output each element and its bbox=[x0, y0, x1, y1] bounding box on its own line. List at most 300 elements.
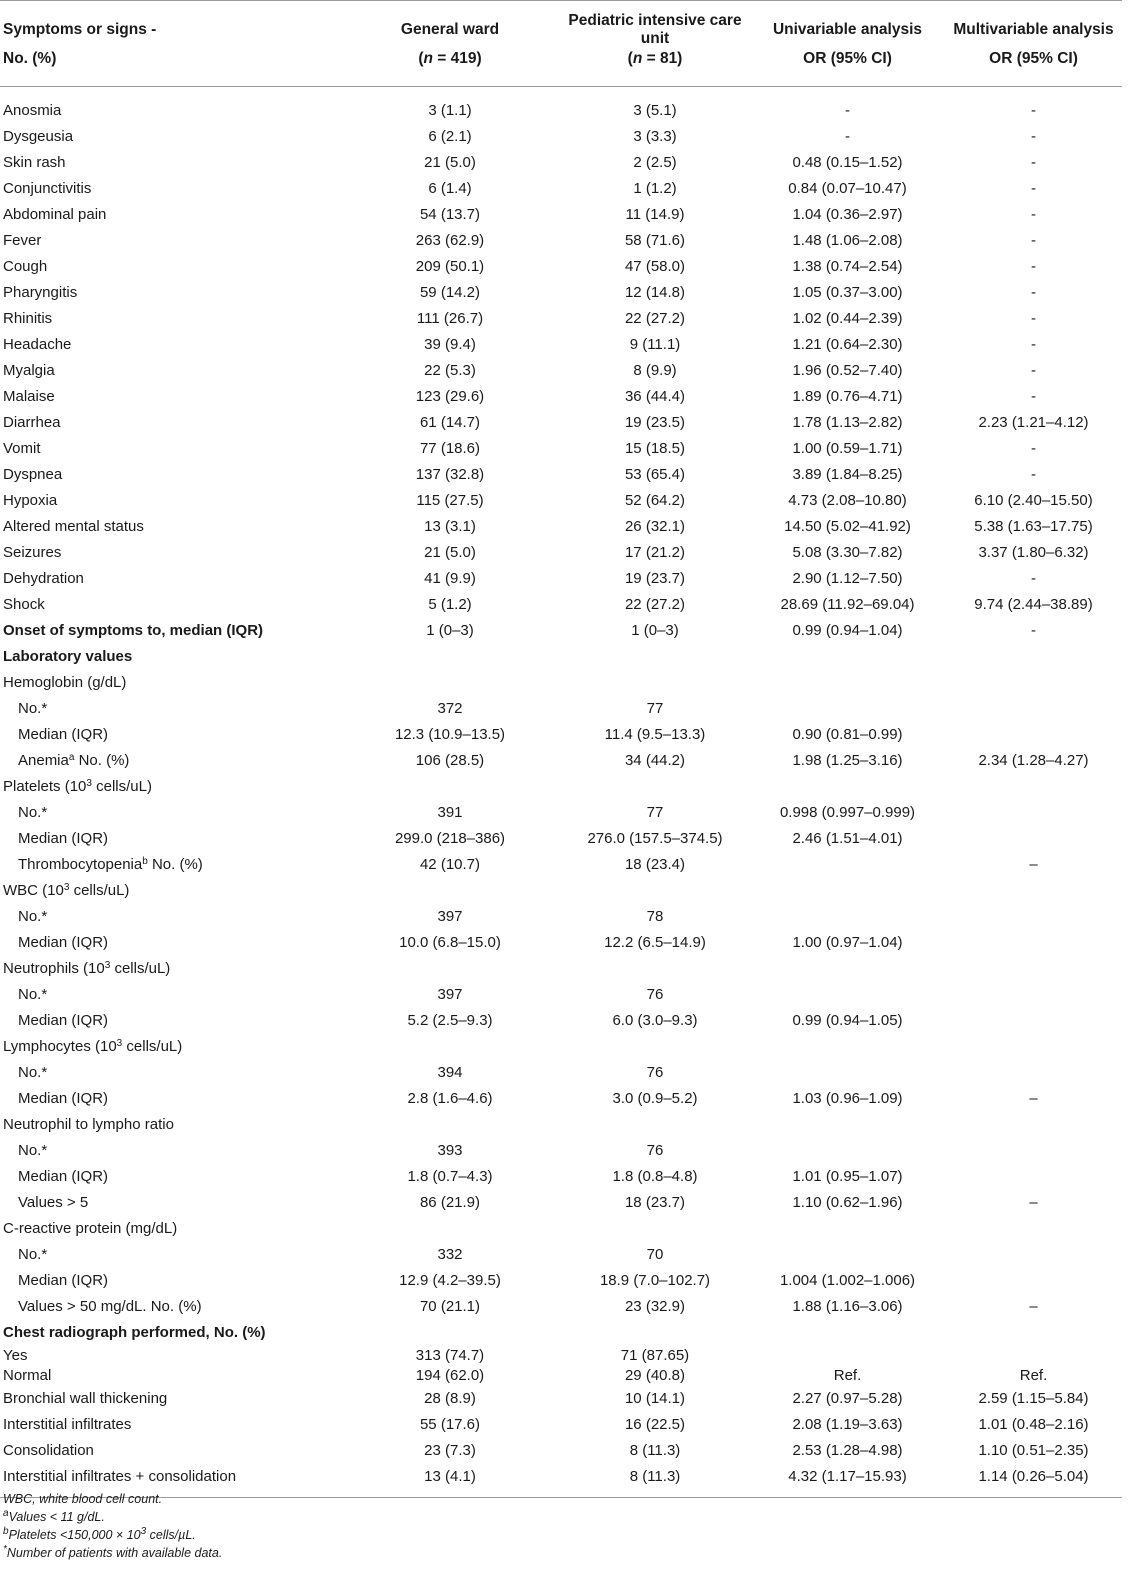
general-ward-value: 1.8 (0.7–4.3) bbox=[407, 1167, 493, 1185]
general-ward-value: 106 (28.5) bbox=[415, 751, 485, 769]
general-ward-value bbox=[340, 877, 560, 903]
multivariable-or: - bbox=[1031, 127, 1036, 145]
header-col3-sub: (n = 81) bbox=[560, 48, 750, 87]
row-label: Rhinitis bbox=[3, 309, 53, 327]
row-label: WBC ($10^3$ cells/uL) bbox=[3, 881, 130, 899]
row-label: Cough bbox=[3, 257, 48, 275]
row-label: Chest radiograph performed, No. (%) bbox=[3, 1323, 266, 1341]
univariable-or: 1.89 (0.76–4.71) bbox=[792, 387, 903, 405]
picu-value: 76 bbox=[646, 985, 664, 1003]
general-ward-value: 393 bbox=[437, 1141, 463, 1159]
row-label: Myalgia bbox=[3, 361, 55, 379]
picu-value: 18 (23.7) bbox=[624, 1193, 686, 1211]
table-row bbox=[0, 1267, 1122, 1293]
picu-value: 70 bbox=[646, 1245, 664, 1263]
row-label: Conjunctivitis bbox=[3, 179, 92, 197]
general-ward-value: 5 (1.2) bbox=[428, 595, 472, 613]
general-ward-value: 1 (0–3) bbox=[426, 621, 474, 639]
table-row bbox=[0, 929, 1122, 955]
general-ward-value: 77 (18.6) bbox=[419, 439, 481, 457]
multivariable-or: - bbox=[1031, 257, 1036, 275]
multivariable-or: - bbox=[1031, 283, 1036, 301]
picu-value: 71 (87.65) bbox=[620, 1346, 690, 1364]
picu-value: 3.0 (0.9–5.2) bbox=[612, 1089, 698, 1107]
general-ward-value: 123 (29.6) bbox=[415, 387, 485, 405]
multivariable-or: - bbox=[1031, 205, 1036, 223]
picu-value: 9 (11.1) bbox=[629, 335, 681, 353]
univariable-or bbox=[750, 695, 945, 721]
row-label: Neutrophils ($10^3$ cells/uL) bbox=[3, 959, 171, 977]
multivariable-or bbox=[945, 877, 1122, 903]
picu-value: 1.8 (0.8–4.8) bbox=[612, 1167, 698, 1185]
general-ward-value: 70 (21.1) bbox=[419, 1297, 481, 1315]
general-ward-value: 209 (50.1) bbox=[415, 257, 485, 275]
picu-value: 36 (44.4) bbox=[624, 387, 686, 405]
univariable-or: 1.21 (0.64–2.30) bbox=[792, 335, 903, 353]
univariable-or bbox=[750, 903, 945, 929]
multivariable-or: – bbox=[1029, 1089, 1038, 1107]
general-ward-value: 22 (5.3) bbox=[424, 361, 476, 379]
row-label: Vomit bbox=[3, 439, 41, 457]
table-row bbox=[0, 877, 1122, 903]
table-row bbox=[0, 1293, 1122, 1319]
general-ward-value: 42 (10.7) bbox=[419, 855, 481, 873]
table-row bbox=[0, 305, 1122, 331]
multivariable-or: 9.74 (2.44–38.89) bbox=[974, 595, 1093, 613]
general-ward-value: 23 (7.3) bbox=[424, 1441, 476, 1459]
univariable-or bbox=[750, 1111, 945, 1137]
univariable-or bbox=[750, 1345, 945, 1365]
multivariable-or: - bbox=[1031, 361, 1036, 379]
univariable-or bbox=[750, 981, 945, 1007]
general-ward-value bbox=[340, 1033, 560, 1059]
picu-value: 19 (23.7) bbox=[624, 569, 686, 587]
table-body bbox=[0, 87, 1122, 1498]
table-row bbox=[0, 1137, 1122, 1163]
row-label: Dehydration bbox=[3, 569, 84, 587]
table-row bbox=[0, 487, 1122, 513]
header-col5-sub: OR (95% CI) bbox=[945, 48, 1122, 87]
row-label: No.* bbox=[18, 907, 48, 925]
multivariable-or: – bbox=[1029, 1193, 1038, 1211]
row-label: Seizures bbox=[3, 543, 62, 561]
picu-value: 3 (3.3) bbox=[633, 127, 677, 145]
general-ward-value: 397 bbox=[437, 985, 463, 1003]
table-row bbox=[0, 903, 1122, 929]
table-row bbox=[0, 695, 1122, 721]
multivariable-or bbox=[945, 1059, 1122, 1085]
table-row bbox=[0, 955, 1122, 981]
table-row bbox=[0, 799, 1122, 825]
univariable-or: 1.96 (0.52–7.40) bbox=[792, 361, 903, 379]
multivariable-or: 1.14 (0.26–5.04) bbox=[945, 1463, 1122, 1498]
univariable-or: 4.32 (1.17–15.93) bbox=[750, 1463, 945, 1498]
univariable-or: 2.27 (0.97–5.28) bbox=[792, 1389, 903, 1407]
general-ward-value: 86 (21.9) bbox=[419, 1193, 481, 1211]
table-row bbox=[0, 175, 1122, 201]
multivariable-or bbox=[945, 1163, 1122, 1189]
general-ward-value: 6 (2.1) bbox=[428, 127, 472, 145]
picu-value bbox=[560, 1215, 750, 1241]
table-row bbox=[0, 1385, 1122, 1411]
picu-value: 8 (9.9) bbox=[633, 361, 677, 379]
row-label: No.* bbox=[18, 699, 48, 717]
multivariable-or bbox=[945, 773, 1122, 799]
univariable-or: 1.03 (0.96–1.09) bbox=[792, 1089, 903, 1107]
picu-value: 8 (11.3) bbox=[629, 1441, 681, 1459]
table-row bbox=[0, 747, 1122, 773]
table-row bbox=[0, 1189, 1122, 1215]
multivariable-or bbox=[945, 643, 1122, 669]
univariable-or: 2.90 (1.12–7.50) bbox=[792, 569, 903, 587]
footnote: $^a$Values < 11 g/dL. bbox=[3, 1508, 105, 1524]
picu-value: 8 (11.3) bbox=[560, 1463, 750, 1498]
multivariable-or bbox=[945, 955, 1122, 981]
table-row bbox=[0, 591, 1122, 617]
general-ward-value: 39 (9.4) bbox=[424, 335, 476, 353]
picu-value: 16 (22.5) bbox=[624, 1415, 686, 1433]
table-row bbox=[0, 1033, 1122, 1059]
general-ward-value bbox=[340, 1111, 560, 1137]
row-label: Median (IQR) bbox=[18, 1011, 109, 1029]
multivariable-or: 2.34 (1.28–4.27) bbox=[978, 751, 1089, 769]
multivariable-or bbox=[945, 1267, 1122, 1293]
picu-value bbox=[560, 955, 750, 981]
row-label: Neutrophil to lympho ratio bbox=[3, 1115, 174, 1133]
multivariable-or: - bbox=[1031, 309, 1036, 327]
univariable-or bbox=[750, 669, 945, 695]
univariable-or: 1.01 (0.95–1.07) bbox=[792, 1167, 903, 1185]
general-ward-value: 391 bbox=[437, 803, 463, 821]
picu-value: 78 bbox=[646, 907, 664, 925]
multivariable-or: - bbox=[1031, 439, 1036, 457]
picu-value bbox=[560, 1033, 750, 1059]
general-ward-value: 12.3 (10.9–13.5) bbox=[394, 725, 506, 743]
multivariable-or: 1.10 (0.51–2.35) bbox=[978, 1441, 1089, 1459]
table-row bbox=[0, 669, 1122, 695]
general-ward-value: 313 (74.7) bbox=[415, 1346, 485, 1364]
univariable-or: 5.08 (3.30–7.82) bbox=[792, 543, 903, 561]
row-label: Values > 5 bbox=[18, 1193, 89, 1211]
univariable-or bbox=[750, 1319, 945, 1345]
univariable-or: 1.04 (0.36–2.97) bbox=[792, 205, 903, 223]
picu-value bbox=[560, 1319, 750, 1345]
table-row bbox=[0, 825, 1122, 851]
footnote: *Number of patients with available data. bbox=[3, 1544, 223, 1560]
general-ward-value: 59 (14.2) bbox=[419, 283, 481, 301]
table-row bbox=[0, 539, 1122, 565]
general-ward-value: 6 (1.4) bbox=[428, 179, 472, 197]
row-label: Lymphocytes ($10^3$ cells/uL) bbox=[3, 1037, 183, 1055]
univariable-or: - bbox=[845, 101, 850, 119]
multivariable-or: - bbox=[1031, 621, 1036, 639]
row-label: Dyspnea bbox=[3, 465, 63, 483]
multivariable-or: - bbox=[1031, 231, 1036, 249]
multivariable-or bbox=[945, 1033, 1122, 1059]
row-label: Interstitial infiltrates + consolidation bbox=[0, 1463, 340, 1498]
univariable-or: 1.004 (1.002–1.006) bbox=[779, 1271, 916, 1289]
row-label: Median (IQR) bbox=[18, 933, 109, 951]
multivariable-or: - bbox=[1031, 335, 1036, 353]
picu-value: 3 (5.1) bbox=[633, 101, 677, 119]
multivariable-or: - bbox=[1031, 387, 1036, 405]
multivariable-or bbox=[945, 1345, 1122, 1365]
table-row bbox=[0, 461, 1122, 487]
row-label: No.* bbox=[18, 1141, 48, 1159]
univariable-or: 1.02 (0.44–2.39) bbox=[792, 309, 903, 327]
univariable-or: 2.46 (1.51–4.01) bbox=[792, 829, 903, 847]
table-row bbox=[0, 1319, 1122, 1345]
multivariable-or: Ref. bbox=[1019, 1366, 1048, 1384]
row-label: No.* bbox=[18, 1063, 48, 1081]
table-row bbox=[0, 773, 1122, 799]
row-label: Hemoglobin (g/dL) bbox=[3, 673, 127, 691]
table-row bbox=[0, 149, 1122, 175]
row-label: Altered mental status bbox=[3, 517, 144, 535]
general-ward-value bbox=[340, 955, 560, 981]
univariable-or: 1.48 (1.06–2.08) bbox=[792, 231, 903, 249]
univariable-or bbox=[750, 643, 945, 669]
picu-value: 18 (23.4) bbox=[624, 855, 686, 873]
picu-value: 10 (14.1) bbox=[624, 1389, 686, 1407]
row-label: Median (IQR) bbox=[18, 1271, 109, 1289]
table-row bbox=[0, 253, 1122, 279]
general-ward-value: 2.8 (1.6–4.6) bbox=[407, 1089, 493, 1107]
general-ward-value: 55 (17.6) bbox=[419, 1415, 481, 1433]
multivariable-or bbox=[945, 825, 1122, 851]
multivariable-or: - bbox=[1031, 179, 1036, 197]
row-label: Shock bbox=[3, 595, 45, 613]
picu-value: 18.9 (7.0–102.7) bbox=[599, 1271, 711, 1289]
univariable-or: 1.00 (0.59–1.71) bbox=[792, 439, 903, 457]
univariable-or: 1.78 (1.13–2.82) bbox=[792, 413, 903, 431]
row-label: No.* bbox=[18, 985, 48, 1003]
univariable-or: 0.84 (0.07–10.47) bbox=[788, 179, 907, 197]
univariable-or: 1.00 (0.97–1.04) bbox=[792, 933, 903, 951]
general-ward-value: 41 (9.9) bbox=[424, 569, 476, 587]
general-ward-value bbox=[340, 643, 560, 669]
general-ward-value bbox=[340, 1215, 560, 1241]
header-col5: Multivariable analysis bbox=[945, 1, 1122, 49]
univariable-or: 0.99 (0.94–1.05) bbox=[792, 1011, 903, 1029]
univariable-or: 1.10 (0.62–1.96) bbox=[792, 1193, 903, 1211]
footnote: WBC, white blood cell count. bbox=[3, 1492, 163, 1506]
univariable-or: - bbox=[845, 127, 850, 145]
table-row bbox=[0, 1345, 1122, 1365]
multivariable-or bbox=[945, 1137, 1122, 1163]
row-label: Headache bbox=[3, 335, 72, 353]
general-ward-value: 394 bbox=[437, 1063, 463, 1081]
multivariable-or bbox=[945, 981, 1122, 1007]
table-row bbox=[0, 331, 1122, 357]
general-ward-value: 28 (8.9) bbox=[424, 1389, 476, 1407]
table-row bbox=[0, 981, 1122, 1007]
picu-value: 76 bbox=[646, 1141, 664, 1159]
picu-value bbox=[560, 643, 750, 669]
univariable-or: 3.89 (1.84–8.25) bbox=[792, 465, 903, 483]
multivariable-or: 2.23 (1.21–4.12) bbox=[978, 413, 1089, 431]
picu-value: 22 (27.2) bbox=[624, 309, 686, 327]
univariable-or bbox=[750, 955, 945, 981]
picu-value: 29 (40.8) bbox=[624, 1366, 686, 1384]
footnotes bbox=[3, 1490, 222, 1562]
multivariable-or: 1.01 (0.48–2.16) bbox=[978, 1415, 1089, 1433]
picu-value: 12.2 (6.5–14.9) bbox=[604, 933, 706, 951]
table-row bbox=[0, 1059, 1122, 1085]
multivariable-or: - bbox=[1031, 465, 1036, 483]
picu-value: 19 (23.5) bbox=[624, 413, 686, 431]
univariable-or bbox=[750, 1241, 945, 1267]
header-col1: Symptoms or signs - bbox=[0, 1, 340, 49]
general-ward-value: 372 bbox=[437, 699, 463, 717]
table-row bbox=[0, 357, 1122, 383]
picu-value: 17 (21.2) bbox=[624, 543, 686, 561]
row-label: Dysgeusia bbox=[3, 127, 74, 145]
header-col3: Pediatric intensive care unit bbox=[560, 1, 750, 49]
table-row bbox=[0, 565, 1122, 591]
table-row bbox=[0, 721, 1122, 747]
table-row bbox=[0, 1111, 1122, 1137]
univariable-or: 4.73 (2.08–10.80) bbox=[788, 491, 907, 509]
row-label: Anemia$^a$ No. (%) bbox=[18, 751, 130, 769]
multivariable-or: - bbox=[1031, 569, 1036, 587]
row-label: Laboratory values bbox=[3, 647, 133, 665]
multivariable-or: – bbox=[1029, 855, 1038, 873]
picu-value bbox=[560, 669, 750, 695]
multivariable-or: 2.59 (1.15–5.84) bbox=[978, 1389, 1089, 1407]
univariable-or: 0.48 (0.15–1.52) bbox=[792, 153, 903, 171]
row-label: Anosmia bbox=[3, 101, 62, 119]
table-row bbox=[0, 513, 1122, 539]
univariable-or bbox=[750, 1137, 945, 1163]
picu-value: 52 (64.2) bbox=[624, 491, 686, 509]
picu-value: 26 (32.1) bbox=[624, 517, 686, 535]
footnote: $^b$Platelets $<150,000 \times 10^3$ cells/µL. bbox=[3, 1526, 196, 1542]
row-label: Median (IQR) bbox=[18, 725, 109, 743]
general-ward-value bbox=[340, 773, 560, 799]
general-ward-value: 12.9 (4.2–39.5) bbox=[399, 1271, 501, 1289]
multivariable-or bbox=[945, 695, 1122, 721]
general-ward-value: 397 bbox=[437, 907, 463, 925]
general-ward-value: 111 (26.7) bbox=[416, 309, 484, 327]
multivariable-or: 6.10 (2.40–15.50) bbox=[974, 491, 1093, 509]
row-label: C-reactive protein (mg/dL) bbox=[3, 1219, 178, 1237]
header-col1-sub: No. (%) bbox=[0, 48, 340, 87]
row-label: Consolidation bbox=[3, 1441, 94, 1459]
univariable-or bbox=[750, 1033, 945, 1059]
picu-value bbox=[560, 773, 750, 799]
picu-value: 58 (71.6) bbox=[624, 231, 686, 249]
picu-value: 1 (1.2) bbox=[633, 179, 677, 197]
row-label: Median (IQR) bbox=[18, 829, 109, 847]
picu-value bbox=[560, 1111, 750, 1137]
univariable-or: 2.53 (1.28–4.98) bbox=[792, 1441, 903, 1459]
table-row bbox=[0, 1437, 1122, 1463]
univariable-or: 0.99 (0.94–1.04) bbox=[792, 621, 903, 639]
table-row bbox=[0, 279, 1122, 305]
row-label: No.* bbox=[18, 1245, 48, 1263]
multivariable-or bbox=[945, 669, 1122, 695]
general-ward-value bbox=[340, 669, 560, 695]
row-label: Diarrhea bbox=[3, 413, 61, 431]
table-row bbox=[0, 1411, 1122, 1437]
picu-value: 47 (58.0) bbox=[624, 257, 686, 275]
row-label: Malaise bbox=[3, 387, 55, 405]
picu-value: 77 bbox=[646, 699, 664, 717]
general-ward-value: 263 (62.9) bbox=[415, 231, 485, 249]
row-label: Median (IQR) bbox=[18, 1167, 109, 1185]
multivariable-or bbox=[945, 1111, 1122, 1137]
row-label: Fever bbox=[3, 231, 42, 249]
picu-value: 22 (27.2) bbox=[624, 595, 686, 613]
table-row bbox=[0, 1365, 1122, 1385]
picu-value: 34 (44.2) bbox=[624, 751, 686, 769]
row-label: Interstitial infiltrates bbox=[3, 1415, 132, 1433]
general-ward-value: 3 (1.1) bbox=[428, 101, 472, 119]
table-row bbox=[0, 1215, 1122, 1241]
row-label: Yes bbox=[3, 1346, 28, 1364]
table-row bbox=[0, 435, 1122, 461]
general-ward-value: 61 (14.7) bbox=[419, 413, 481, 431]
picu-value: 2 (2.5) bbox=[633, 153, 677, 171]
row-label: Onset of symptoms to, median (IQR) bbox=[3, 621, 264, 639]
univariable-or bbox=[750, 877, 945, 903]
table-row bbox=[0, 227, 1122, 253]
general-ward-value: 299.0 (218–386) bbox=[394, 829, 506, 847]
general-ward-value: 13 (3.1) bbox=[424, 517, 476, 535]
general-ward-value bbox=[340, 1319, 560, 1345]
general-ward-value: 194 (62.0) bbox=[415, 1366, 485, 1384]
univariable-or: 1.38 (0.74–2.54) bbox=[792, 257, 903, 275]
table-row bbox=[0, 851, 1122, 877]
general-ward-value: 137 (32.8) bbox=[415, 465, 485, 483]
table-row bbox=[0, 1007, 1122, 1033]
univariable-or: 2.08 (1.19–3.63) bbox=[792, 1415, 903, 1433]
univariable-or: 28.69 (11.92–69.04) bbox=[780, 595, 915, 613]
univariable-or: 1.98 (1.25–3.16) bbox=[792, 751, 903, 769]
row-label: Bronchial wall thickening bbox=[3, 1389, 168, 1407]
univariable-or: 1.88 (1.16–3.06) bbox=[792, 1297, 903, 1315]
table-row bbox=[0, 617, 1122, 643]
picu-value: 53 (65.4) bbox=[624, 465, 686, 483]
table-row bbox=[0, 1163, 1122, 1189]
multivariable-or bbox=[945, 1215, 1122, 1241]
general-ward-value: 332 bbox=[437, 1245, 463, 1263]
multivariable-or: 3.37 (1.80–6.32) bbox=[978, 543, 1089, 561]
header-col4: Univariable analysis bbox=[750, 1, 945, 49]
picu-value: 11 (14.9) bbox=[625, 205, 685, 223]
picu-value: 12 (14.8) bbox=[624, 283, 686, 301]
table-row bbox=[0, 123, 1122, 149]
table-row bbox=[0, 409, 1122, 435]
univariable-or: 14.50 (5.02–41.92) bbox=[784, 517, 911, 535]
multivariable-or: – bbox=[1029, 1297, 1038, 1315]
header-col4-sub: OR (95% CI) bbox=[750, 48, 945, 87]
univariable-or: 0.90 (0.81–0.99) bbox=[792, 725, 903, 743]
univariable-or: 0.998 (0.997–0.999) bbox=[779, 803, 916, 821]
general-ward-value: 10.0 (6.8–15.0) bbox=[399, 933, 501, 951]
row-label: Pharyngitis bbox=[3, 283, 78, 301]
multivariable-or: - bbox=[1031, 101, 1036, 119]
general-ward-value: 21 (5.0) bbox=[424, 543, 476, 561]
row-label: Platelets ($10^3$ cells/uL) bbox=[3, 777, 152, 795]
picu-value: 77 bbox=[646, 803, 664, 821]
general-ward-value: 54 (13.7) bbox=[419, 205, 481, 223]
row-label: Normal bbox=[3, 1366, 52, 1384]
row-label: Hypoxia bbox=[3, 491, 58, 509]
picu-value bbox=[560, 877, 750, 903]
univariable-or bbox=[750, 851, 945, 877]
